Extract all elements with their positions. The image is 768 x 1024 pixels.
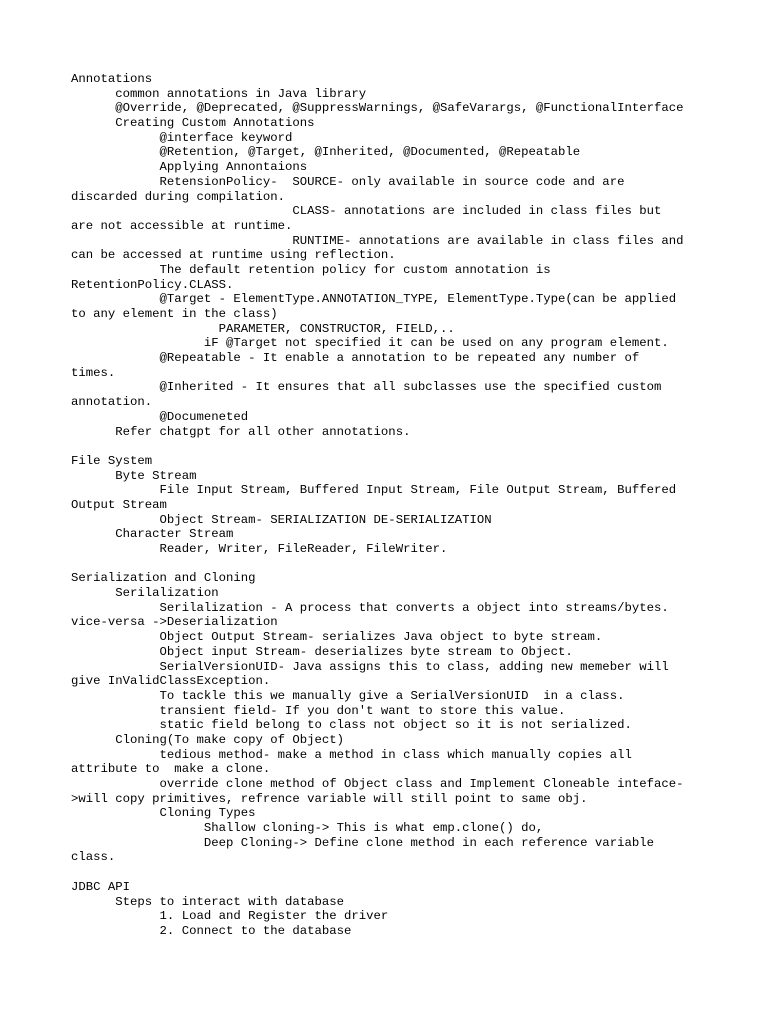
text-line: Byte Stream — [71, 468, 197, 483]
text-line: @Documeneted — [71, 409, 249, 424]
document-page — [71, 72, 711, 939]
blank-line — [71, 439, 711, 454]
text-line: @Inherited - It ensures that all subclasses use the specified custom — [71, 380, 662, 395]
text-line: RUNTIME- annotations are available in class files and — [71, 233, 684, 248]
text-line: Serialization and Cloning — [71, 571, 256, 586]
text-line: 1. Load and Register the driver — [71, 909, 389, 924]
text-line: annotation. — [71, 395, 153, 410]
text-line: RetensionPolicy- SOURCE- only available in source code and are — [71, 174, 625, 189]
blank-line — [71, 557, 711, 572]
text-line: Steps to interact with database — [71, 894, 345, 909]
text-line: Object Stream- SERIALIZATION DE-SERIALIZATION — [71, 512, 492, 527]
text-line: can be accessed at runtime using reflection. — [71, 248, 396, 263]
text-line: Character Stream — [71, 527, 234, 542]
text-line: File Input Stream, Buffered Input Stream, File Output Stream, Buffered — [71, 483, 677, 498]
text-line: Output Stream — [71, 497, 167, 512]
text-line: override clone method of Object class and Implement Cloneable inteface- — [71, 777, 684, 791]
text-line: RetentionPolicy.CLASS. — [71, 277, 234, 292]
text-line: To tackle this we manually give a SerialVersionUID in a class. — [71, 688, 625, 703]
text-line: The default retention policy for custom annotation is — [71, 262, 551, 277]
text-line: give InValidClassException. — [71, 674, 271, 689]
text-line: SerialVersionUID- Java assigns this to class, adding new memeber will — [71, 659, 669, 674]
text-line: Cloning(To make copy of Object) — [71, 732, 345, 747]
text-line: Serilalization - A process that converts a object into streams/bytes. — [71, 600, 669, 615]
text-line: Refer chatgpt for all other annotations. — [71, 424, 411, 439]
text-line: Reader, Writer, FileReader, FileWriter. — [71, 542, 448, 556]
text-line: class. — [71, 850, 116, 865]
blank-line — [71, 865, 711, 880]
text-line: @Target - ElementType.ANNOTATION_TYPE, ElementType.Type(can be applied — [71, 292, 677, 307]
text-line: common annotations in Java library — [71, 86, 367, 101]
text-line: 2. Connect to the database — [71, 923, 352, 938]
text-line: @Repeatable - It enable a annotation to be repeated any number of — [71, 351, 640, 366]
text-line: static field belong to class not object so it is not serialized. — [71, 718, 632, 733]
text-line: @Override, @Deprecated, @SuppressWarnings, @SafeVarargs, @FunctionalInterface — [71, 101, 684, 116]
text-line: attribute to make a clone. — [71, 762, 271, 777]
text-line: Object input Stream- deserializes byte stream to Object. — [71, 644, 573, 659]
text-line: are not accessible at runtime. — [71, 218, 293, 233]
text-line: Cloning Types — [71, 806, 256, 821]
text-line: transient field- If you don't want to store this value. — [71, 703, 566, 718]
text-line: CLASS- annotations are included in class files but — [71, 204, 662, 219]
text-line: Annotations — [71, 72, 153, 86]
text-line: vice-versa ->Deserialization — [71, 615, 278, 630]
text-line: >will copy primitives, refrence variable will still point to same obj. — [71, 791, 588, 806]
text-line: @interface keyword — [71, 130, 293, 145]
text-line: Shallow cloning-> This is what emp.clone() do, — [71, 821, 544, 836]
text-line: discarded during compilation. — [71, 189, 286, 204]
text-line: Deep Cloning-> Define clone method in each reference variable — [71, 835, 654, 850]
text-line: Applying Annontaions — [71, 160, 308, 175]
text-line: iF @Target not specified it can be used on any program element. — [71, 336, 669, 351]
text-line: JDBC API — [71, 879, 131, 894]
text-line: to any element in the class) — [71, 307, 278, 321]
text-line: File System — [71, 453, 153, 468]
text-line: times. — [71, 365, 116, 380]
text-line: Serilalization — [71, 586, 219, 601]
text-line: Object Output Stream- serializes Java object to byte stream. — [71, 630, 603, 645]
text-line: Creating Custom Annotations — [71, 116, 315, 131]
text-line: tedious method- make a method in class which manually copies all — [71, 747, 632, 762]
text-line: PARAMETER, CONSTRUCTOR, FIELD,.. — [71, 321, 455, 336]
text-line: @Retention, @Target, @Inherited, @Documented, @Repeatable — [71, 145, 581, 160]
